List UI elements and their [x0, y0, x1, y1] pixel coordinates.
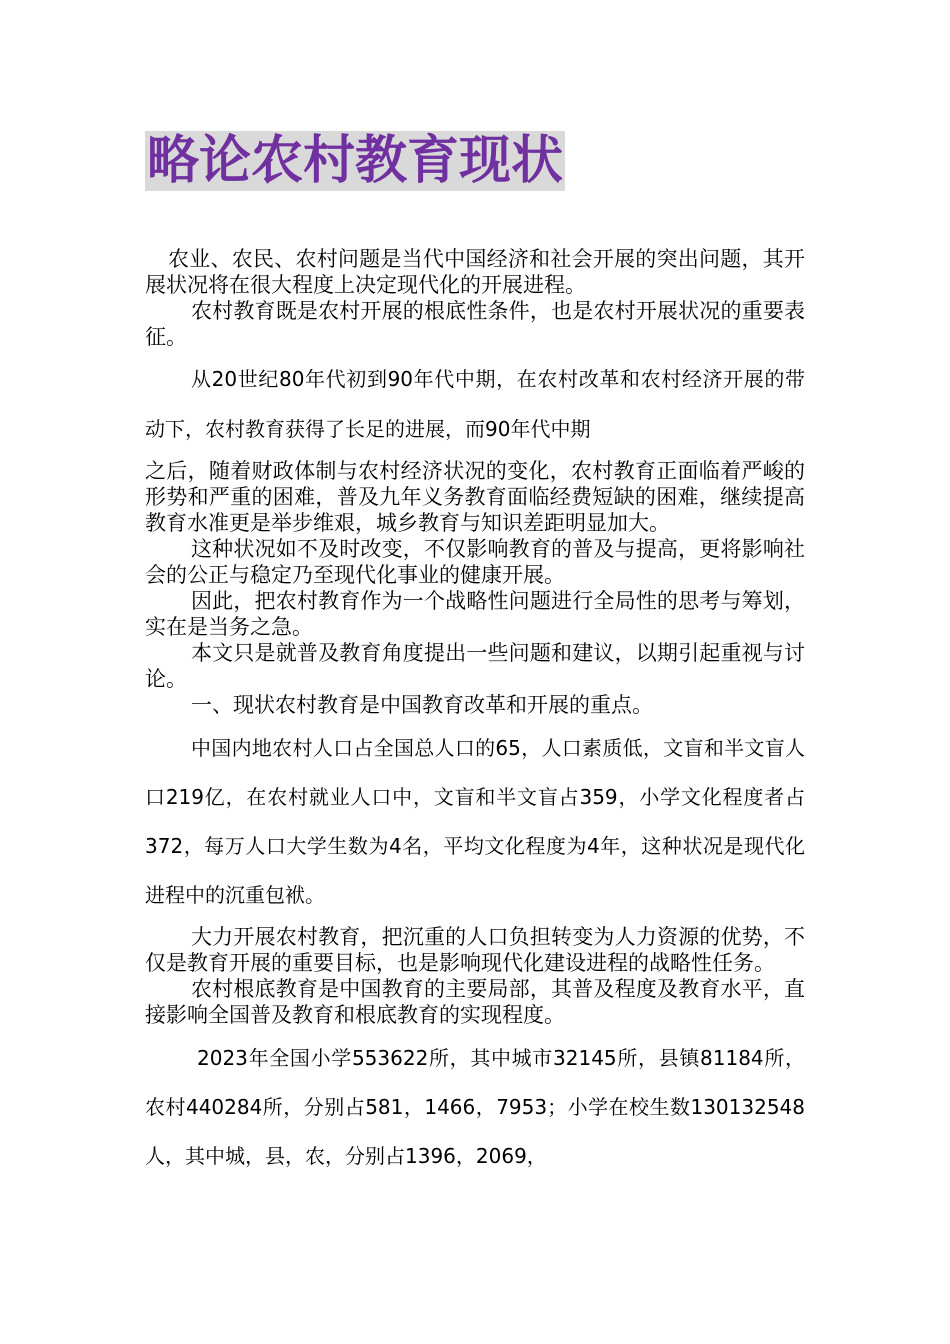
paragraph: 从20世纪80年代初到90年代中期，在农村改革和农村经济开展的带动下，农村教育获得了长足的进展，而90年代中期 [145, 367, 805, 441]
paragraph: 农村根底教育是中国教育的主要局部，其普及程度及教育水平，直接影响全国普及教育和根底教育的实现程度。 [145, 977, 805, 1027]
paragraph: 中国内地农村人口占全国总人口的65，人口素质低，文盲和半文盲人口219亿，在农村就业人口中，文盲和半文盲占359，小学文化程度者占372，每万人口大学生数为4名，平均文化程度为4年，这种状况是现代化进程中的沉重包袱。 [145, 736, 805, 907]
paragraph: 农业、农民、农村问题是当代中国经济和社会开展的突出问题，其开展状况将在很大程度上决定现代化的开展进程。 [145, 247, 805, 297]
paragraph: 本文只是就普及教育角度提出一些问题和建议，以期引起重视与讨论。 [145, 641, 805, 691]
paragraph: 2023年全国小学553622所，其中城市32145所，县镇81184所，农村440284所，分别占581，1466，7953；小学在校生数130132548人，其中城，县，农，分别占1396，2069， [145, 1046, 805, 1168]
paragraph: 因此，把农村教育作为一个战略性问题进行全局性的思考与筹划，实在是当务之急。 [145, 589, 805, 639]
paragraph: 之后，随着财政体制与农村经济状况的变化，农村教育正面临着严峻的形势和严重的困难，普及九年义务教育面临经费短缺的困难，继续提高教育水准更是举步维艰，城乡教育与知识差距明显加大。 [145, 459, 805, 535]
paragraph: 农村教育既是农村开展的根底性条件，也是农村开展状况的重要表征。 [145, 299, 805, 349]
paragraph: 一、现状农村教育是中国教育改革和开展的重点。 [191, 693, 653, 717]
paragraph: 这种状况如不及时改变，不仅影响教育的普及与提高，更将影响社会的公正与稳定乃至现代化事业的健康开展。 [145, 537, 805, 587]
document-title: 略论农村教育现状 [147, 131, 564, 191]
document-body [145, 246, 805, 1181]
paragraph: 大力开展农村教育，把沉重的人口负担转变为人力资源的优势，不仅是教育开展的重要目标，也是影响现代化建设进程的战略性任务。 [145, 925, 805, 975]
